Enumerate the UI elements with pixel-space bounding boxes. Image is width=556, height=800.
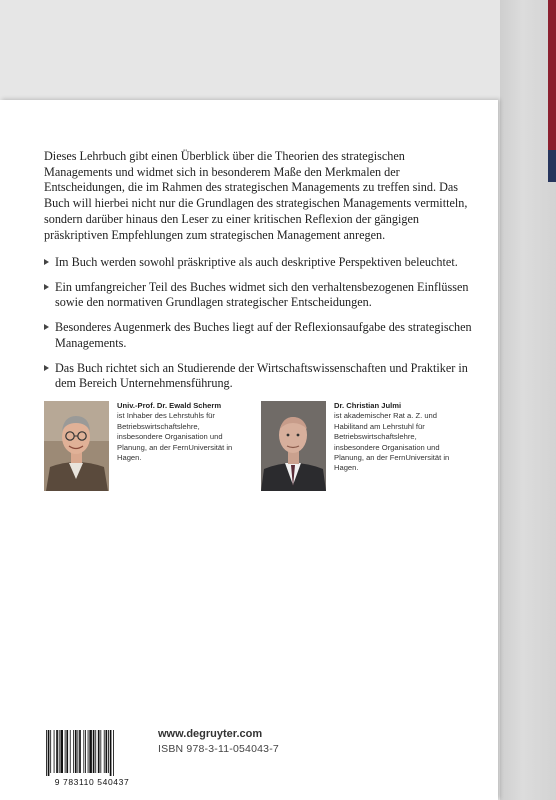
- bullet-triangle-icon: [44, 259, 49, 265]
- barcode-bar: [59, 730, 60, 773]
- publisher-url: www.degruyter.com: [158, 728, 263, 740]
- author-bio: ist Inhaber des Lehrstuhls für Betriebswirtschaftslehre, insbesondere Organisation und Planung, an der FernUniversität in Hagen.: [117, 411, 233, 463]
- barcode-bar: [100, 730, 101, 773]
- barcode-bar: [70, 730, 71, 773]
- barcode-bar: [95, 730, 96, 773]
- barcode-bar: [48, 730, 50, 776]
- isbn-barcode: [44, 730, 140, 788]
- feature-item: [44, 255, 474, 271]
- isbn-number: ISBN 978-3-11-054043-7: [158, 743, 279, 755]
- barcode-bar: [110, 730, 112, 776]
- barcode-bar: [75, 730, 77, 773]
- barcode-bar: [54, 730, 55, 773]
- barcode-bar: [104, 730, 105, 773]
- barcode-digits: 9 783110 540437: [54, 777, 130, 787]
- barcode-bars: [44, 730, 140, 776]
- blurb-paragraph: Dieses Lehrbuch gibt einen Überblick über die Theorien des strategischen Managements und widmet sich in besonderem Maße den Merkmalen der Entscheidungen, die im Rahmen des strategischen Managements zu treffen sind. Das Buch will hierbei nicht nur die Grundlagen des strategischen Managements vermitteln, sondern darüber hinaus den Leser zu einer kritischen Reflexion der gängigen präskriptiven Empfehlungen zum strategischen Management anregen.: [44, 149, 468, 242]
- bullet-triangle-icon: [44, 365, 49, 371]
- barcode-bar: [66, 730, 68, 773]
- feature-text: Ein umfangreicher Teil des Buches widmet sich den verhaltensbezogenen Einflüssen sowie den normativen Grundlagen strategischer Entscheidungen.: [55, 279, 469, 310]
- feature-text: Im Buch werden sowohl präskriptive als auch deskriptive Perspektiven beleuchtet.: [55, 255, 458, 269]
- barcode-bar: [113, 730, 114, 776]
- barcode-bar: [65, 730, 66, 773]
- spine-color-band-blue: [548, 150, 556, 182]
- feature-item: [44, 320, 474, 351]
- bullet-triangle-icon: [44, 324, 49, 330]
- portrait-illustration: [44, 401, 109, 491]
- author-photo-julmi: [261, 401, 326, 491]
- barcode-bar: [89, 730, 92, 773]
- barcode-bar: [106, 730, 108, 773]
- barcode-bar: [73, 730, 74, 773]
- feature-text: Das Buch richtet sich an Studierende der Wirtschaftswissenschaften und Praktiker in dem Bereich Unternehmensführung.: [55, 360, 468, 391]
- back-cover: [0, 100, 498, 800]
- author-name: Dr. Christian Julmi: [334, 401, 402, 410]
- barcode-bar: [93, 730, 95, 773]
- barcode-bar: [77, 730, 78, 773]
- author-bio: ist akademischer Rat a. Z. und Habilitand am Lehrstuhl für Betriebswirtschaftslehre, insbesondere Organisation und Planung, an der FernUniversität in Hagen.: [334, 411, 450, 473]
- barcode-bar: [79, 730, 81, 773]
- feature-item: [44, 361, 474, 392]
- barcode-bar: [108, 730, 109, 773]
- barcode-bar: [60, 730, 63, 773]
- bullet-triangle-icon: [44, 284, 49, 290]
- barcode-bar: [98, 730, 100, 773]
- barcode-bar: [85, 730, 86, 773]
- barcode-bar: [83, 730, 84, 773]
- portrait-illustration: [261, 401, 326, 491]
- barcode-bar: [46, 730, 47, 776]
- barcode-bar: [56, 730, 58, 773]
- author-info-scherm: [117, 401, 245, 463]
- barcode-bar: [50, 730, 51, 773]
- blurb-text: [44, 149, 472, 243]
- feature-list: [44, 255, 474, 401]
- author-photo-scherm: [44, 401, 109, 491]
- feature-text: Besonderes Augenmerk des Buches liegt auf der Reflexionsaufgabe des strategischen Managements.: [55, 320, 472, 350]
- spine-color-band: [548, 0, 556, 150]
- author-info-julmi: [334, 401, 462, 474]
- feature-item: [44, 280, 474, 311]
- barcode-bar: [88, 730, 89, 773]
- author-name: Univ.-Prof. Dr. Ewald Scherm: [117, 401, 222, 410]
